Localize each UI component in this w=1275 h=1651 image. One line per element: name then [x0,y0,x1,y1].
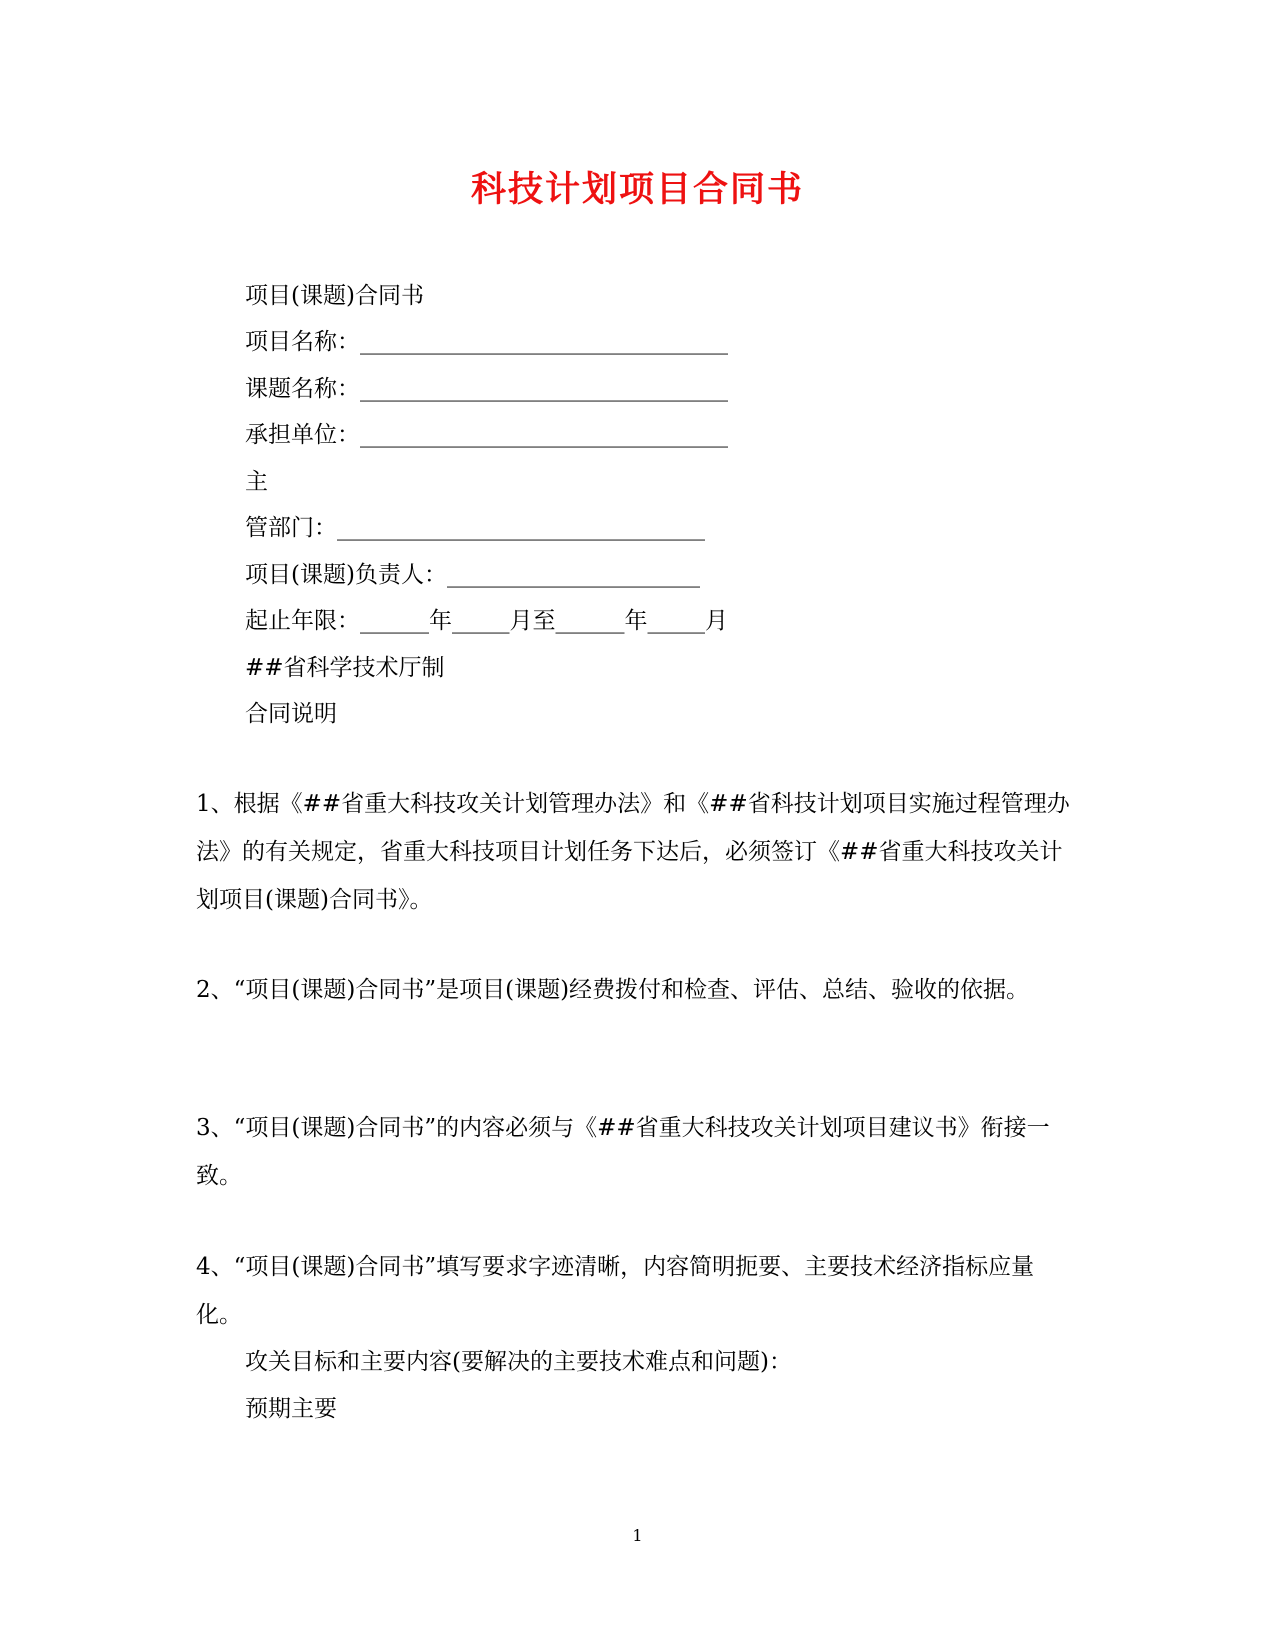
document-title: 科技计划项目合同书 [470,169,804,210]
note-paragraph-1: 1、根据《##省重大科技攻关计划管理办法》和《##省科技计划项目实施过程管理办法》的有关规定，省重大科技项目计划任务下达后，必须签订《##省重大科技攻关计划项目(课题)合同书》。 [196,791,1070,913]
department-field: 管部门：________________________________ [245,515,705,541]
period-field: 起止年限：______年_____月至______年_____月 [245,608,728,634]
undertaking-unit-field: 承担单位：________________________________ [245,422,728,448]
issuer-line: ##省科学技术厅制 [245,655,445,681]
project-leader-field: 项目(课题)负责人：______________________ [245,562,700,588]
note-paragraph-3: 3、“项目(课题)合同书”的内容必须与《##省重大科技攻关计划项目建议书》衔接一致。 [196,1115,1050,1189]
page-number: 1 [632,1526,643,1545]
department-label-part1: 主 [245,469,268,495]
note-paragraph-2: 2、“项目(课题)合同书”是项目(课题)经费拨付和检查、评估、总结、验收的依据。 [196,977,1030,1003]
objectives-line: 攻关目标和主要内容(要解决的主要技术难点和问题)： [245,1349,792,1375]
subject-name-field: 课题名称：________________________________ [245,376,728,402]
expected-results-line: 预期主要 [245,1396,337,1422]
note-paragraph-4: 4、“项目(课题)合同书”填写要求字迹清晰，内容简明扼要、主要技术经济指标应量化。 [196,1254,1035,1328]
cover-heading: 项目(课题)合同书 [245,283,424,309]
project-name-field: 项目名称：________________________________ [245,329,728,355]
contract-notes-heading: 合同说明 [245,701,337,727]
